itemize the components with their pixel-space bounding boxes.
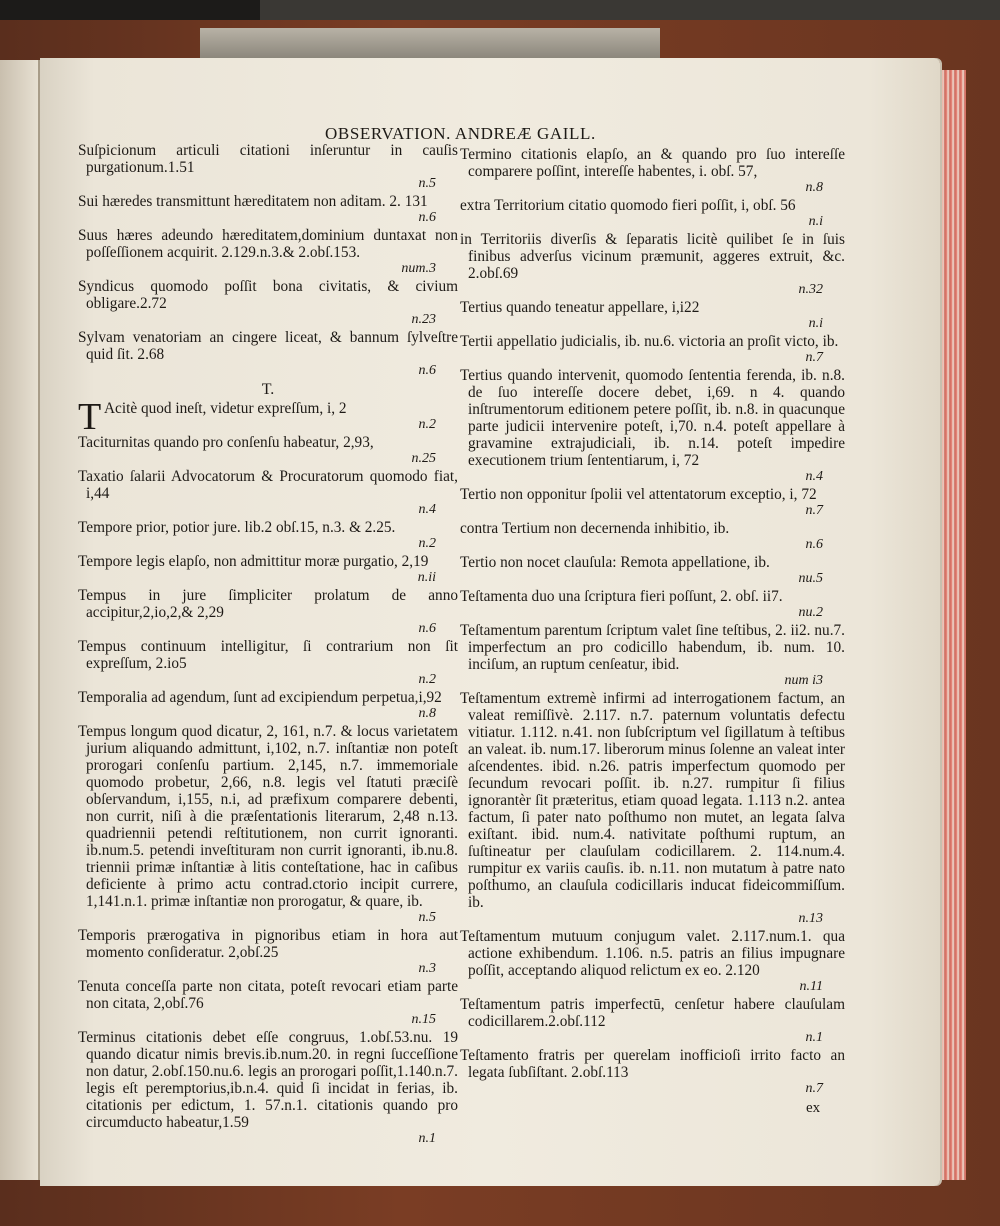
entry-text: Tempus longum quod dicatur, 2, 161, n.7. & locus varietatem jurium aliquando admittunt, i,102, n.7. inſtantiæ non poteſt prorogari conſenſu partium. 2,145, n.7. immemoriale quomodo probetur, 2,66, n.8. legis vel ſtatuti præciſè obſervandum, i,155, n.i, ad præfixum comparere debenti, non currit, niſi à die præſentationis literarum, 2,48 n.13. quadriennii petendi reſtitutionem, non currit ignoranti. ib.num.5. petendi inveſtituram non currit ignoranti, ib.nu.8. triennii primæ inſtantiæ à litis conteſtatione, hac in caſibus deficiente à primo actu contrad.ctorio incipit currere, 1,141.n.1. primæ inſtantiæ non prorogatur, & quare, ib.: [78, 723, 458, 910]
entry-reference: n.6: [418, 210, 436, 225]
entry-text: in Territoriis diverſis & ſeparatis licitè quilibet ſe in ſuis finibus adverſus vicinum præmunit, aggeres extruit, &c. 2.obſ.69: [460, 231, 845, 282]
entry-text: Syndicus quomodo poſſit bona civitatis, & civium obligare.2.72: [78, 278, 458, 312]
index-entry: [460, 299, 845, 331]
entry-reference: n.2: [418, 672, 436, 687]
entry-text: contra Tertium non decernenda inhibitio, ib.: [460, 520, 730, 537]
index-entry: [78, 689, 458, 721]
entry-reference: n.1: [805, 1030, 823, 1045]
entry-reference: n.11: [799, 979, 823, 994]
index-entry: [460, 486, 845, 518]
index-entry: [78, 434, 458, 466]
entry-text: Teſtamentum extremè infirmi ad interrogationem factum, an valeat remiſſivè. 2.117. n.7. paternum voluntatis defectu vitiatur. 1.112. n.41. non ſubſcriptum vel ſigillatum à teſtibus an valeat. ib. num.17. liberorum minus ſolenne an valeat inter aſcendentes. ibid. n.26. patris imperfectum quomodo per ſecundum revocari poſſit. ib. n.27. rumpitur ſi filius ignorantèr ſit præteritus, etiam quoad legata. 1.113 n.2. antea factum, ſi pater nato poſthumo non mutet, an legata ſalva exiſtant. ibid. num.4. nativitate poſthumi ruptum, an ſuſtineatur per clauſulam codicillarem. 2. 114.num.4. rumpitur ex variis cauſis. ib. n.11. non mutatum à patre nato poſthumo, an clauſula codicillaris inducat fideicommiſſum. ib.: [460, 690, 845, 911]
entries-s-section: [78, 142, 458, 378]
entry-text: Sylvam venatoriam an cingere liceat, & bannum ſylveſtre quid ſit. 2.68: [78, 329, 458, 363]
entry-text: Teſtamentum patris imperfectū, cenſetur habere clauſulam codicillarem.2.obſ.112: [460, 996, 845, 1030]
section-letter-t: T.: [261, 381, 275, 398]
index-entry: [460, 690, 845, 926]
entry-reference: n.5: [418, 176, 436, 191]
entry-reference: n.1: [418, 1131, 436, 1146]
entry-text: Tempore legis elapſo, non admittitur moræ purgatio, 2,19: [78, 553, 429, 570]
index-entry: [460, 996, 845, 1045]
entry-text: Terminus citationis debet eſſe congruus, 1.obſ.53.nu. 19 quando dicatur nimis brevis.ib.num.20. in regni ſucceſſione non datur, 2.obſ.150.nu.6. legis an prorogari poſſit,1.140.n.7. legis eſt peremptorius,ib.n.4. quid ſi incidat in ferias, ib. citationis per edictum, 1. 57.n.1. citationis quando pro circumducto habeatur,1.59: [78, 1029, 458, 1131]
index-entry: [78, 468, 458, 517]
entry-text: extra Territorium citatio quomodo fieri poſſit, i, obſ. 56: [460, 197, 796, 214]
index-entry: [78, 1029, 458, 1146]
catchword: ex: [806, 1100, 821, 1116]
entry-text: Tertius quando teneatur appellare, i,i22: [460, 299, 700, 316]
entry-reference: n.32: [798, 282, 823, 297]
index-entry: [460, 622, 845, 688]
index-entry: [460, 1047, 845, 1096]
entry-text: Tempus in jure ſimpliciter prolatum de anno accipitur,2,io,2,& 2,29: [78, 587, 458, 621]
left-page-edge: [0, 60, 40, 1180]
entry-reference: n.15: [411, 1012, 436, 1027]
index-entry: [78, 142, 458, 191]
index-entry: [78, 927, 458, 976]
entry-text: Tenuta conceſſa parte non citata, poteſt revocari etiam parte non citata, 2,obſ.76: [78, 978, 458, 1012]
index-entry: [460, 928, 845, 994]
index-entry: [460, 520, 845, 552]
entry-text: Taciturnitas quando pro conſenſu habeatur, 2,93,: [78, 434, 374, 451]
entry-reference: num.3: [401, 261, 436, 276]
entry-reference: n.i: [808, 214, 823, 229]
entry-reference: nu.2: [798, 605, 823, 620]
entry-reference: n.5: [418, 910, 436, 925]
entry-text: Teſtamento fratris per querelam inofficioſi irrito facto an legata ſubſiſtant. 2.obſ.113: [460, 1047, 845, 1081]
index-entry: [78, 723, 458, 925]
index-entry: [78, 329, 458, 378]
index-column-right: [460, 146, 845, 1098]
entry-reference: n.6: [418, 621, 436, 636]
index-entry: [460, 333, 845, 365]
index-entry: [460, 367, 845, 484]
entry-reference: n.i: [808, 316, 823, 331]
entry-text: Taxatio ſalarii Advocatorum & Procuratorum quomodo fiat, i,44: [78, 468, 458, 502]
entries-t-section: [78, 396, 458, 1146]
entry-text: Sui hæredes transmittunt hæreditatem non aditam. 2. 131: [78, 193, 428, 210]
index-entry: [78, 638, 458, 687]
entry-text: Tempore prior, potior jure. lib.2 obſ.15, n.3. & 2.25.: [78, 519, 396, 536]
entry-text: Tertius quando intervenit, quomodo ſententia ferenda, ib. n.8. de ſuo intereſſe docere debet, i,69. n 4. quando inſtrumentorum editionem petere poſſit, ib. n.8. in quacunque parte judicii intervenire poteſt, i,70. n.4. poteſt appellare à gravamine extrajudiciali, ib. n.14. poteſt impedire executionem trium ſententiarum, i, 72: [460, 367, 845, 469]
index-entry: [460, 197, 845, 229]
index-entry: [78, 519, 458, 551]
entry-text: Tertio non nocet clauſula: Remota appellatione, ib.: [460, 554, 770, 571]
entry-text: Acitè quod ineſt, videtur expreſſum, i, 2: [104, 400, 347, 417]
entry-text: Teſtamenta duo una ſcriptura fieri poſſunt, 2. obſ. ii7.: [460, 588, 783, 605]
entry-reference: n.6: [418, 363, 436, 378]
entry-reference: n.ii: [417, 570, 436, 585]
entries-t-continued: [460, 146, 845, 1096]
entry-text: Temporalia ad agendum, ſunt ad excipiendum perpetua,i,92: [78, 689, 442, 706]
entry-reference: n.4: [418, 502, 436, 517]
entry-text: Temporis prærogativa in pignoribus etiam in hora aut momento conſideratur. 2,obſ.25: [78, 927, 458, 961]
entry-reference: n.8: [805, 180, 823, 195]
entry-reference: n.23: [411, 312, 436, 327]
entry-reference: n.13: [798, 911, 823, 926]
entry-reference: n.7: [805, 503, 823, 518]
entry-text: Teſtamentum mutuum conjugum valet. 2.117.num.1. qua actione exhibendum. 1.106. n.5. patris an filius impugnare poſſit, acceptando aliquod relictum ex eo. 2.120: [460, 928, 845, 979]
entry-reference: nu.5: [798, 571, 823, 586]
index-entry: [78, 227, 458, 276]
entry-reference: n.2: [418, 536, 436, 551]
entry-text: Tertii appellatio judicialis, ib. nu.6. victoria an proſit victo, ib.: [460, 333, 839, 350]
index-entry: [78, 553, 458, 585]
index-entry: [78, 193, 458, 225]
index-entry: [78, 278, 458, 327]
index-entry: [78, 978, 458, 1027]
entry-reference: n.7: [805, 1081, 823, 1096]
index-entry: [460, 231, 845, 297]
entry-text: Teſtamentum parentum ſcriptum valet ſine teſtibus, 2. ii2. nu.7. imperfectum an pro codicillo habendum, ib. num. 10. inciſum, an ruptum cenſeatur, ibid.: [460, 622, 845, 673]
running-header: OBSERVATION. ANDREÆ GAILL.: [325, 124, 596, 143]
cover-edge-strip: [200, 28, 660, 58]
index-entry: [460, 554, 845, 586]
index-entry: [78, 587, 458, 636]
entry-reference: n.3: [418, 961, 436, 976]
entry-reference: n.2: [418, 417, 436, 432]
index-entry: [460, 588, 845, 620]
entry-text: Tempus continuum intelligitur, ſi contrarium non ſit expreſſum, 2.io5: [78, 638, 458, 672]
entry-reference: num i3: [784, 673, 823, 688]
entry-reference: n.8: [418, 706, 436, 721]
entry-reference: n.25: [411, 451, 436, 466]
drop-cap-letter: T: [78, 396, 102, 438]
index-entry: [78, 396, 458, 438]
index-entry: [460, 146, 845, 195]
entry-reference: n.6: [805, 537, 823, 552]
entry-text: Tertio non opponitur ſpolii vel attentatorum exceptio, i, 72: [460, 486, 817, 503]
index-column-left: [78, 142, 458, 1148]
entry-reference: n.4: [805, 469, 823, 484]
entry-text: Termino citationis elapſo, an & quando pro ſuo intereſſe comparere poſſint, intereſſe habentes, i. obſ. 57,: [460, 146, 845, 180]
entry-text: Suus hæres adeundo hæreditatem,dominium duntaxat non poſſeſſionem acquirit. 2.129.n.3.& 2.obſ.153.: [78, 227, 458, 261]
entry-reference: n.7: [805, 350, 823, 365]
entry-text: Suſpicionum articuli citationi inſeruntur in cauſis purgationum.1.51: [78, 142, 458, 176]
